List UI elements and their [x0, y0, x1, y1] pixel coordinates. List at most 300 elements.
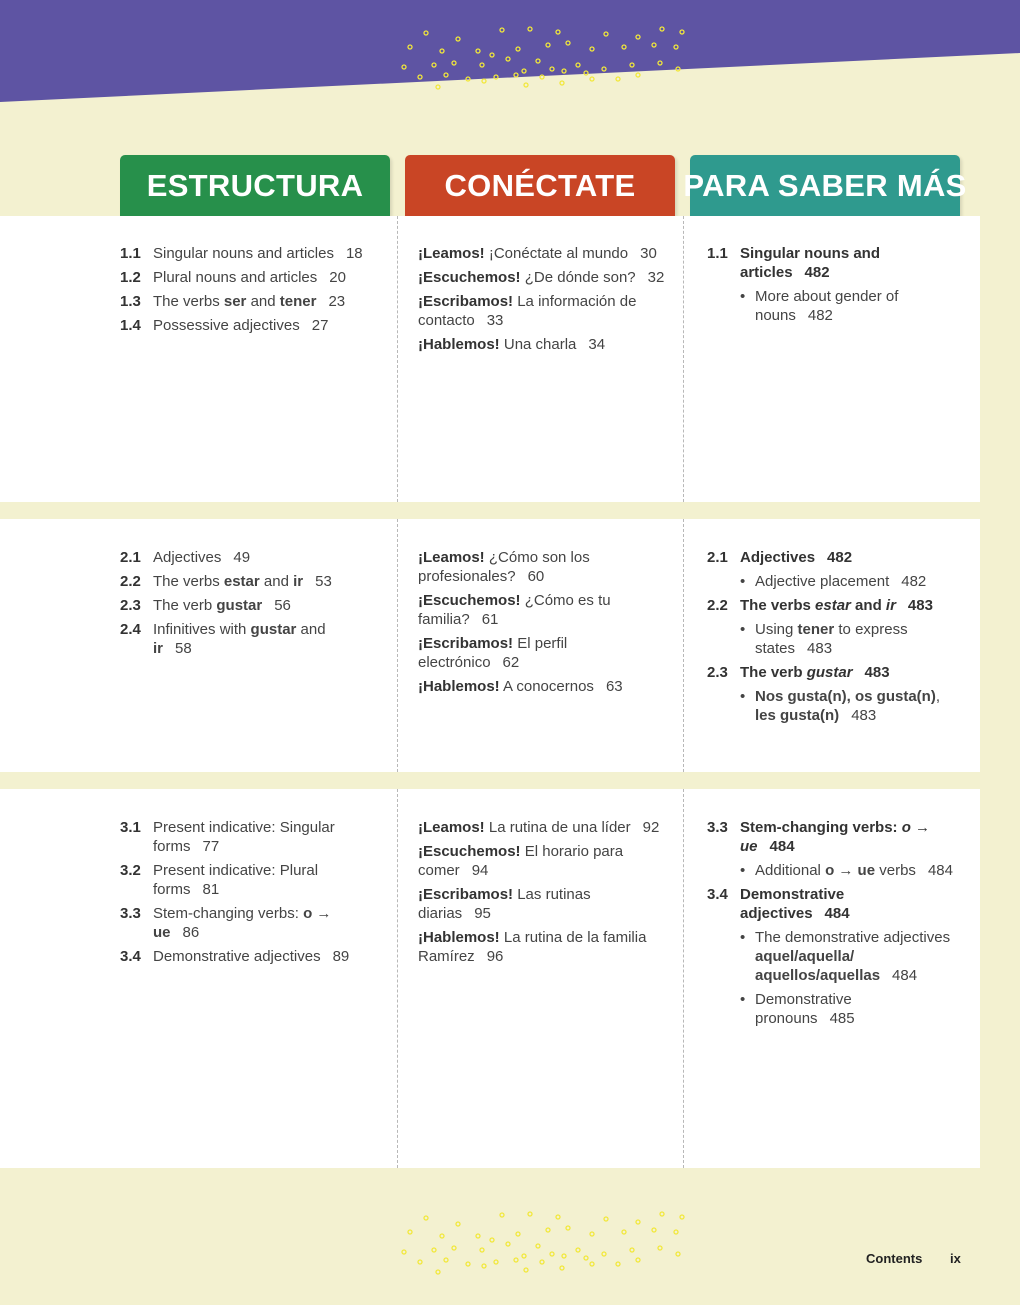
activity-entry — [418, 885, 666, 923]
bullet-icon: • — [740, 991, 746, 1008]
text-part: Additional — [755, 862, 826, 879]
text-part: and — [259, 573, 294, 590]
footer-page-number: ix — [950, 1251, 961, 1266]
entry-text — [153, 268, 365, 287]
bullet-icon: • — [740, 621, 746, 638]
decorative-dot — [456, 37, 460, 41]
text-part: The verb — [740, 664, 807, 681]
decorative-dot — [652, 1228, 656, 1232]
bullet-icon: • — [740, 862, 746, 879]
decorative-dot — [424, 1216, 428, 1220]
activity-entry — [418, 591, 666, 629]
decorative-dot — [408, 1230, 412, 1234]
entry-text — [153, 292, 365, 311]
activity-title: La rutina de una líder — [488, 819, 631, 836]
decorative-dot — [452, 1246, 456, 1250]
decorative-dot — [562, 1254, 566, 1258]
decorative-dot — [540, 1260, 544, 1264]
decorative-dot — [658, 61, 662, 65]
page-number: 484 — [927, 862, 953, 879]
entry-title: Present indicative: Singular forms — [153, 819, 335, 855]
conectate-list-2 — [418, 548, 666, 701]
para-saber-mas-list-3 — [707, 818, 953, 1033]
bullet-icon: • — [740, 688, 746, 705]
reference-title — [740, 663, 953, 682]
reference-entry — [707, 596, 953, 615]
decorative-dot — [516, 1232, 520, 1236]
decorative-dot — [590, 1262, 594, 1266]
bold-term: o → ue — [825, 862, 876, 879]
activity-label: ¡Escuchemos! — [418, 269, 521, 286]
activity-title: ¡Conéctate al mundo — [488, 245, 629, 262]
bold-term: Nos gusta(n), os gusta(n) — [755, 688, 936, 705]
page-number: 482 — [807, 307, 833, 324]
reference-entry — [707, 548, 953, 567]
decorative-dot — [622, 1230, 626, 1234]
decorative-dot — [402, 1250, 406, 1254]
activity-label: ¡Escribamos! — [418, 886, 514, 903]
reference-subentry — [740, 287, 953, 325]
reference-subentry — [740, 928, 953, 985]
subentry-text — [755, 990, 953, 1028]
text-part: Using — [755, 621, 798, 638]
page-number: 96 — [486, 948, 504, 965]
bold-term: o → ue — [153, 905, 332, 941]
chapter-band-2 — [0, 519, 980, 772]
activity-entry — [418, 335, 666, 354]
entry-text — [153, 947, 365, 966]
entry-number: 3.3 — [707, 819, 728, 836]
decorative-dot — [506, 57, 510, 61]
page-number: 56 — [274, 597, 291, 614]
entry-number: 1.2 — [120, 269, 141, 286]
decorative-dot — [604, 1217, 608, 1221]
page-number: 30 — [640, 245, 657, 262]
bold-term: ir — [885, 597, 896, 614]
decorative-dot — [500, 28, 504, 32]
decorative-dot — [636, 1258, 640, 1262]
decorative-dot — [516, 47, 520, 51]
activity-title: La rutina de la familia Ramírez — [418, 929, 647, 965]
page-number: 483 — [864, 664, 890, 681]
page-number: 94 — [471, 862, 489, 879]
subentry-text — [755, 287, 953, 325]
column-divider — [683, 519, 684, 772]
toc-entry — [120, 548, 365, 567]
page-number: 23 — [328, 293, 346, 310]
estructura-list-2 — [120, 548, 365, 663]
entry-title: Singular nouns and articles — [153, 245, 334, 262]
entry-number: 2.1 — [707, 549, 728, 566]
decorative-dot — [630, 63, 634, 67]
bold-term: tener — [797, 621, 835, 638]
decorative-dot — [402, 65, 406, 69]
decorative-dot — [436, 1270, 440, 1274]
toc-entry — [120, 244, 365, 263]
page-number: 77 — [202, 838, 220, 855]
decorative-dot — [660, 1212, 664, 1216]
bold-term: gustar — [250, 621, 297, 638]
bold-term: ir — [293, 573, 304, 590]
decorative-dot — [466, 1262, 470, 1266]
decorative-dot — [584, 1256, 588, 1260]
entry-number: 2.1 — [120, 549, 141, 566]
decorative-dot — [636, 1220, 640, 1224]
toc-entry — [120, 596, 365, 615]
entry-title: Present indicative: Plural forms — [153, 862, 319, 898]
decorative-dot — [408, 45, 412, 49]
decorative-dot — [630, 1248, 634, 1252]
decorative-dot — [576, 1248, 580, 1252]
decorative-dot — [528, 1212, 532, 1216]
page-number: 483 — [851, 707, 877, 724]
decorative-dot — [616, 77, 620, 81]
bullet-icon: • — [740, 288, 746, 305]
decorative-dot — [522, 69, 526, 73]
subentry-text — [755, 861, 953, 880]
reference-entry — [707, 885, 953, 923]
decorative-dot — [418, 75, 422, 79]
entry-number: 3.4 — [120, 948, 141, 965]
decorative-dot — [546, 43, 550, 47]
activity-label: ¡Escribamos! — [418, 635, 514, 652]
column-divider — [683, 789, 684, 1168]
decorative-dot — [674, 45, 678, 49]
decorative-dot — [676, 1252, 680, 1256]
decorative-dot — [556, 30, 560, 34]
decorative-dot — [452, 61, 456, 65]
decorative-dot — [584, 71, 588, 75]
page-number: 86 — [182, 924, 200, 941]
decorative-dot — [616, 1262, 620, 1266]
decorative-dot — [636, 73, 640, 77]
text-part: Stem-changing verbs: — [740, 819, 902, 836]
decorative-dot — [514, 73, 518, 77]
activity-entry — [418, 292, 666, 330]
bold-term: ir — [153, 640, 164, 657]
chapter-band-1 — [0, 216, 980, 502]
footer-label: Contents — [866, 1251, 923, 1266]
entry-number: 1.1 — [120, 245, 141, 262]
entry-number: 3.2 — [120, 862, 141, 879]
decorative-dot — [490, 1238, 494, 1242]
decorative-dot — [494, 1260, 498, 1264]
bold-term: gustar — [806, 664, 853, 681]
bold-term: les gusta(n) — [755, 707, 840, 724]
decorative-dot — [500, 1213, 504, 1217]
activity-title: A conocernos — [503, 678, 594, 695]
page-number: 34 — [588, 336, 606, 353]
decorative-dot — [424, 31, 428, 35]
decorative-dot — [676, 67, 680, 71]
decorative-dot — [566, 41, 570, 45]
activity-entry — [418, 548, 666, 586]
bold-term: ser — [223, 293, 247, 310]
decorative-dot — [550, 67, 554, 71]
reference-title — [740, 818, 953, 856]
decorative-dot — [602, 1252, 606, 1256]
reference-entry — [707, 818, 953, 856]
reference-subentry — [740, 990, 953, 1028]
activity-entry — [418, 244, 666, 263]
decorative-dot — [590, 47, 594, 51]
header-para-saber-mas: PARA SABER MÁS — [690, 155, 960, 216]
decorative-dot — [418, 1260, 422, 1264]
subentry-title: Adjective placement — [755, 573, 890, 590]
decorative-dot — [440, 1234, 444, 1238]
bold-term: o → ue — [740, 819, 931, 855]
text-part: verbs — [875, 862, 916, 879]
entry-text — [153, 244, 365, 263]
page-number: 484 — [892, 967, 918, 984]
page-number: 482 — [827, 549, 853, 566]
activity-title: ¿Cómo es tu familia? — [418, 592, 611, 628]
activity-label: ¡Hablemos! — [418, 929, 500, 946]
column-divider — [683, 216, 684, 502]
toc-entry — [120, 620, 365, 658]
page-number: 60 — [527, 568, 545, 585]
column-divider — [397, 789, 398, 1168]
page-number: 484 — [769, 838, 795, 855]
reference-subentry — [740, 572, 953, 591]
activity-title: Las rutinas diarias — [418, 886, 591, 922]
decorative-dot — [524, 83, 528, 87]
conectate-list-1 — [418, 244, 666, 359]
entry-title: Demonstrative adjectives — [153, 948, 321, 965]
bold-term: estar — [815, 597, 851, 614]
header-estructura: ESTRUCTURA — [120, 155, 390, 216]
reference-title — [740, 244, 953, 282]
activity-label: ¡Leamos! — [418, 245, 485, 262]
entry-number: 3.3 — [120, 905, 141, 922]
text-part: Stem-changing verbs: — [153, 905, 304, 922]
page-number: 27 — [311, 317, 329, 334]
activity-entry — [418, 928, 666, 966]
activity-label: ¡Escribamos! — [418, 293, 514, 310]
decorative-dot — [482, 79, 486, 83]
text-part: Infinitives with — [153, 621, 251, 638]
decorative-dot — [436, 85, 440, 89]
page-number: 61 — [481, 611, 499, 628]
activity-label: ¡Leamos! — [418, 549, 485, 566]
decorative-dot — [444, 1258, 448, 1262]
text-part: and — [246, 293, 280, 310]
decorative-dot — [494, 75, 498, 79]
entry-number: 1.3 — [120, 293, 141, 310]
text-part: The verbs — [740, 597, 816, 614]
activity-label: ¡Hablemos! — [418, 678, 500, 695]
entry-text — [153, 861, 365, 899]
toc-entry — [120, 947, 365, 966]
activity-label: ¡Hablemos! — [418, 336, 500, 353]
decorative-dot — [480, 1248, 484, 1252]
decorative-dot — [560, 1266, 564, 1270]
activity-label: ¡Leamos! — [418, 819, 485, 836]
page-number: 483 — [807, 640, 833, 657]
entry-number: 2.2 — [120, 573, 141, 590]
decorative-dot — [652, 43, 656, 47]
column-divider — [397, 519, 398, 772]
reference-entry — [707, 663, 953, 682]
page-number: 89 — [332, 948, 350, 965]
activity-title: ¿Cómo son los profesionales? — [418, 549, 590, 585]
toc-entry — [120, 861, 365, 899]
entry-text — [153, 904, 365, 942]
page-number: 33 — [486, 312, 504, 329]
estructura-list-1 — [120, 244, 365, 340]
decorative-dot — [440, 49, 444, 53]
entry-text — [153, 620, 365, 658]
decorative-dot — [456, 1222, 460, 1226]
subentry-text — [755, 928, 953, 985]
decorative-dot — [590, 1232, 594, 1236]
activity-title: Una charla — [503, 336, 577, 353]
decorative-dot — [660, 27, 664, 31]
decorative-dot — [546, 1228, 550, 1232]
reference-subentry — [740, 861, 953, 880]
activity-label: ¡Escuchemos! — [418, 843, 521, 860]
decorative-dot — [522, 1254, 526, 1258]
bold-term: gustar — [216, 597, 263, 614]
decorative-dot — [540, 75, 544, 79]
entry-text — [153, 572, 365, 591]
entry-number: 1.1 — [707, 245, 728, 262]
subentry-title: Demonstrative pronouns — [755, 991, 852, 1027]
activity-title: El horario para comer — [418, 843, 624, 879]
activity-entry — [418, 842, 666, 880]
entry-text — [153, 596, 365, 615]
decorative-dots-bottom — [392, 1210, 692, 1280]
page-number: 53 — [315, 573, 332, 590]
text-part: The demonstrative adjectives — [755, 929, 951, 946]
entry-text — [153, 818, 365, 856]
decorative-dot — [506, 1242, 510, 1246]
reference-entry — [707, 244, 953, 282]
entry-title: Possessive adjectives — [153, 317, 300, 334]
bold-term: tener — [279, 293, 317, 310]
decorative-dot — [562, 69, 566, 73]
decorative-dot — [528, 27, 532, 31]
decorative-dot — [514, 1258, 518, 1262]
page-number: 62 — [502, 654, 520, 671]
page-number: 92 — [642, 819, 660, 836]
text-part: The verbs — [153, 293, 224, 310]
decorative-dot — [622, 45, 626, 49]
toc-entry — [120, 572, 365, 591]
reference-subentry — [740, 620, 953, 658]
decorative-dot — [576, 63, 580, 67]
page-number: 482 — [901, 573, 927, 590]
decorative-dot — [432, 63, 436, 67]
decorative-dot — [476, 1234, 480, 1238]
page-number: 483 — [907, 597, 933, 614]
decorative-dot — [490, 53, 494, 57]
column-divider — [397, 216, 398, 502]
decorative-dot — [590, 77, 594, 81]
activity-entry — [418, 677, 666, 696]
decorative-dot — [524, 1268, 528, 1272]
entry-number: 2.4 — [120, 621, 141, 638]
entry-title: Singular nouns and articles — [740, 245, 881, 281]
decorative-dot — [680, 30, 684, 34]
reference-title — [740, 596, 953, 615]
reference-title — [740, 885, 953, 923]
para-saber-mas-list-1 — [707, 244, 953, 330]
page-number: 32 — [647, 269, 665, 286]
page-number: 81 — [202, 881, 220, 898]
decorative-dot — [566, 1226, 570, 1230]
page-number: 485 — [829, 1010, 855, 1027]
decorative-dot — [466, 77, 470, 81]
decorative-dot — [556, 1215, 560, 1219]
decorative-dot — [680, 1215, 684, 1219]
entry-text — [153, 316, 365, 335]
activity-entry — [418, 634, 666, 672]
decorative-dot — [432, 1248, 436, 1252]
decorative-dot — [658, 1246, 662, 1250]
header-conectate: CONÉCTATE — [405, 155, 675, 216]
estructura-list-3 — [120, 818, 365, 971]
page-number: 484 — [824, 905, 850, 922]
toc-entry — [120, 818, 365, 856]
decorative-dot — [476, 49, 480, 53]
para-saber-mas-list-2 — [707, 548, 953, 730]
page-number: 20 — [329, 269, 346, 286]
bold-term: estar — [223, 573, 260, 590]
subentry-text — [755, 687, 953, 725]
conectate-list-3 — [418, 818, 666, 971]
page-number: 63 — [605, 678, 623, 695]
subentry-text — [755, 620, 953, 658]
text-part: to express states — [755, 621, 908, 657]
entry-number: 3.1 — [120, 819, 141, 836]
activity-title: El perfil electrónico — [418, 635, 568, 671]
page-number: 95 — [474, 905, 491, 922]
reference-subentry — [740, 687, 953, 725]
decorative-dot — [602, 67, 606, 71]
entry-title: Adjectives — [153, 549, 222, 566]
entry-text — [153, 548, 365, 567]
toc-entry — [120, 904, 365, 942]
page-number: 482 — [804, 264, 830, 281]
chapter-band-3 — [0, 789, 980, 1168]
text-part: and — [850, 597, 886, 614]
entry-title: Demonstrative adjectives — [740, 886, 845, 922]
activity-entry — [418, 818, 666, 837]
entry-title: Adjectives — [740, 549, 816, 566]
entry-number: 1.4 — [120, 317, 141, 334]
decorative-dot — [674, 1230, 678, 1234]
activity-title: ¿De dónde son? — [524, 269, 636, 286]
decorative-dot — [550, 1252, 554, 1256]
page-number: 58 — [175, 640, 192, 657]
bullet-icon: • — [740, 573, 746, 590]
decorative-dot — [536, 59, 540, 63]
subentry-title: More about gender of nouns — [755, 288, 899, 324]
page-number: 49 — [233, 549, 251, 566]
page-number: 18 — [345, 245, 363, 262]
toc-entry — [120, 292, 365, 311]
text-part: The verb — [153, 597, 217, 614]
entry-title: Plural nouns and articles — [153, 269, 318, 286]
entry-number: 2.2 — [707, 597, 728, 614]
decorative-dot — [444, 73, 448, 77]
bold-term: aquel/aquella/ aquellos/aquellas — [755, 948, 881, 984]
decorative-dot — [482, 1264, 486, 1268]
bullet-icon: • — [740, 929, 746, 946]
decorative-dot — [480, 63, 484, 67]
text-part: , — [935, 688, 940, 705]
